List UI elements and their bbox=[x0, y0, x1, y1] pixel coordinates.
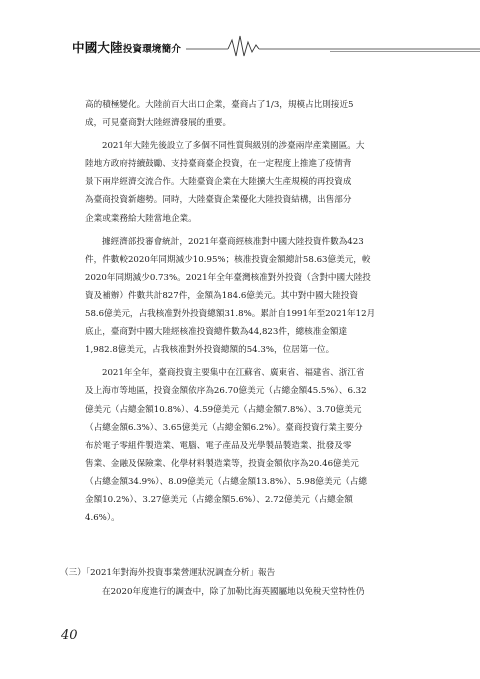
text-line: （占總金額34.9%）、8.09億美元（占總金額13.8%）、5.98億美元（占總 bbox=[85, 476, 367, 487]
text-line: 售業、金融及保險業、化學材料製造業等，投資金額依序為20.46億美元 bbox=[85, 458, 359, 469]
paragraph-3 bbox=[85, 233, 400, 360]
text-line: 2020年同期減少0.73%。2021年全年臺灣核准對外投資（含對中國大陸投 bbox=[85, 272, 371, 283]
text-line: 及上海市等地區，投資金額依序為26.70億美元（占總金額45.5%）、6.32 bbox=[85, 386, 367, 397]
text-line: 件，件數較2020年同期減少10.95%；核准投資金額總計58.63億美元，較 bbox=[85, 254, 371, 265]
text-line: 金額10.2%）、3.27億美元（占總金額5.6%）、2.72億美元（占總金額 bbox=[85, 494, 353, 505]
text-line: 底止，臺商對中國大陸經核准投資總件數為44,823件，總核准金額達 bbox=[85, 327, 348, 338]
header-title bbox=[72, 38, 181, 56]
header-title-sub: 投資環境簡介 bbox=[122, 44, 182, 55]
text-line: 陸地方政府持續鼓勵、支持臺商臺企投資，在一定程度上推進了疫情背 bbox=[85, 159, 352, 170]
text-line: 2021年大陸先後設立了多個不同性質與級別的涉臺兩岸產業園區。大 bbox=[102, 141, 365, 152]
text-line: 4.6%）。 bbox=[85, 513, 120, 524]
paragraph-5-first-line: 在2020年度進行的調查中，除了加勒比海英國屬地以免稅天堂特性仍 bbox=[102, 587, 365, 597]
page-number: 40 bbox=[61, 628, 78, 643]
text-line: 布於電子零組件製造業、電腦、電子產品及光學製品製造業、批發及零 bbox=[85, 440, 352, 451]
text-line: 2021年全年，臺商投資主要集中在江蘇省、廣東省、福建省、浙江省 bbox=[102, 368, 365, 379]
text-line: 成，可見臺商對大陸經濟發展的重要。 bbox=[85, 118, 232, 129]
text-line: 為臺商投資新趨勢。同時，大陸臺資企業優化大陸投資結構，出售部分 bbox=[85, 195, 352, 206]
text-line: （占總金額6.3%）、3.65億美元（占總金額6.2%）。臺商投資行業主要分 bbox=[85, 422, 363, 433]
text-line: 資及補辦）件數共計827件，金額為184.6億美元。其中對中國大陸投資 bbox=[85, 290, 359, 301]
header-title-main: 中國大陸 bbox=[72, 40, 123, 55]
paragraph-1 bbox=[85, 96, 400, 132]
section-heading: （三）「2021年對海外投資事業營運狀況調查分析」報告 bbox=[60, 568, 276, 578]
text-line: 景下兩岸經濟交流合作。大陸臺資企業在大陸擴大生產規模的再投資成 bbox=[85, 177, 352, 188]
text-line: 億美元（占總金額10.8%）、4.59億美元（占總金額7.8%）、3.70億美元 bbox=[85, 404, 362, 415]
paragraph-2 bbox=[85, 137, 400, 227]
text-line: 企業或業務給大陸當地企業。 bbox=[85, 213, 197, 224]
text-line: 高的積極變化。大陸前百大出口企業，臺商占了1/3，規模占比則接近5 bbox=[85, 100, 354, 110]
body-text bbox=[85, 96, 400, 532]
paragraph-4 bbox=[85, 364, 400, 527]
running-header bbox=[0, 30, 480, 60]
text-line: 據經濟部投審會統計，2021年臺商經核准對中國大陸投資件數為423 bbox=[102, 236, 364, 247]
text-line: 1,982.8億美元，占我核准對外投資總額的54.3%，位居第一位。 bbox=[85, 345, 335, 356]
text-line: 58.6億美元，占我核准對外投資總額31.8%。累計自1991年至2021年12月 bbox=[85, 309, 376, 320]
